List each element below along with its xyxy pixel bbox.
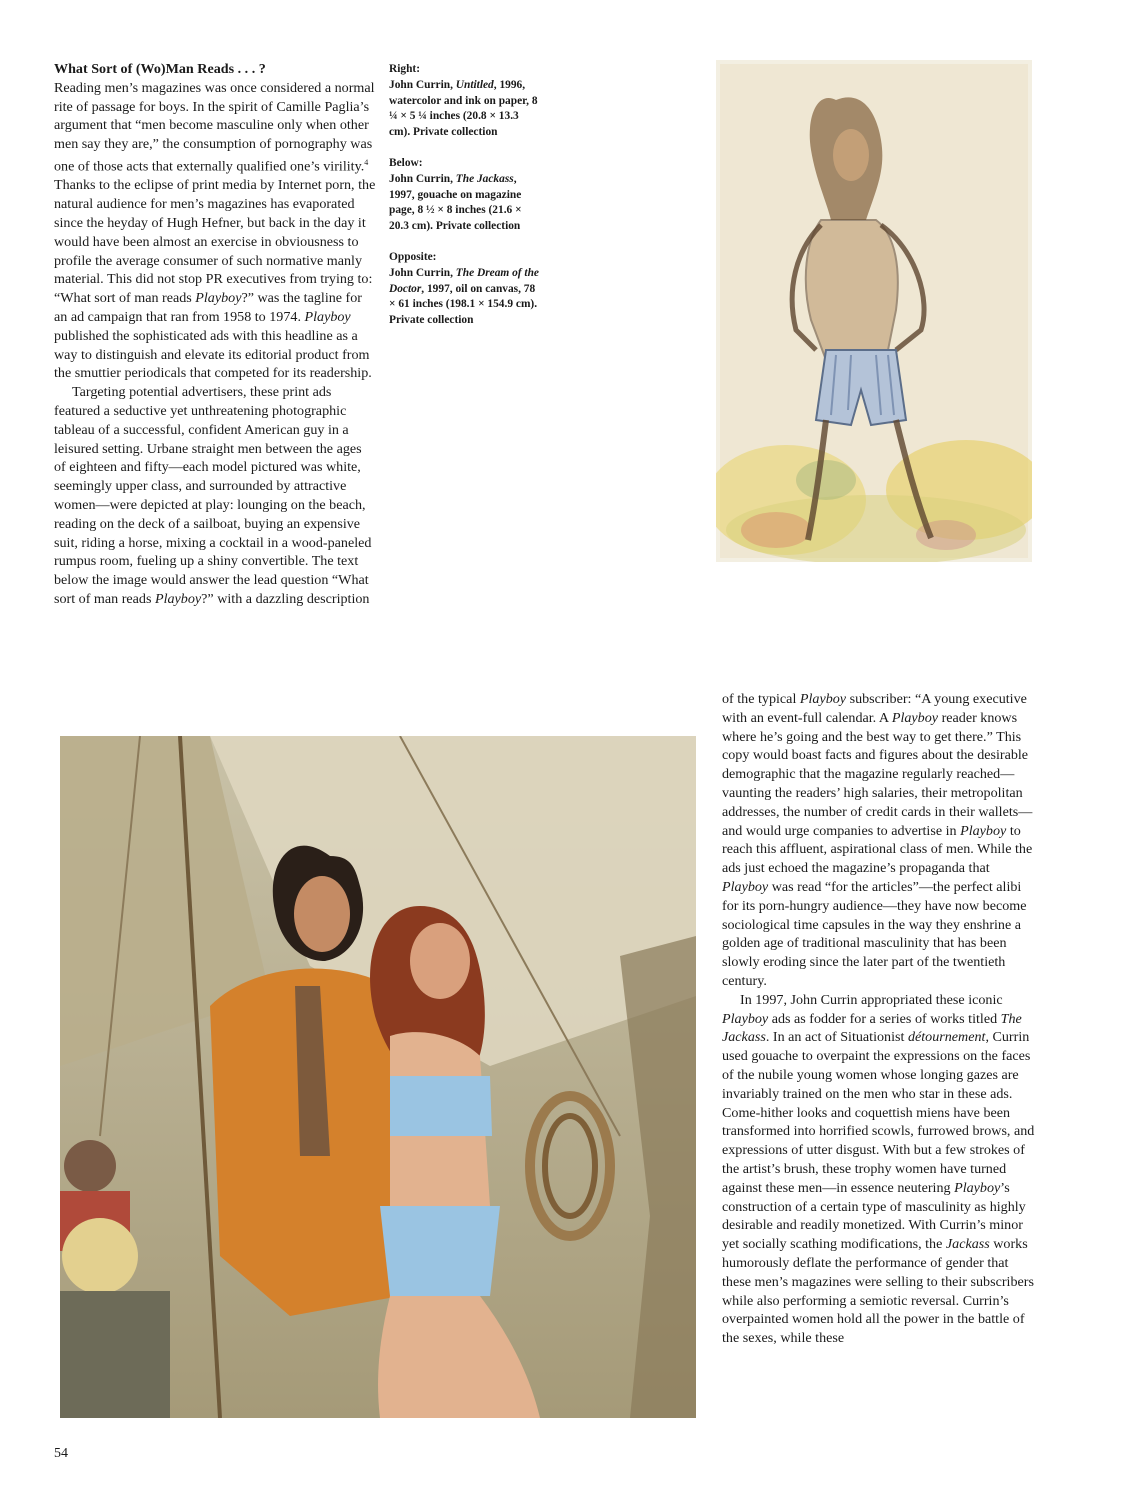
magazine-photo-artwork [60,736,696,1418]
article-column-left [54,60,376,609]
page-number: 54 [54,1446,68,1461]
caption-opposite: Opposite: John Currin, The Dream of the Doctor, 1997, oil on canvas, 78 × 61 inches (198.1 × 154.9 cm). Private collection [389,250,539,327]
watercolor-artwork [716,60,1032,562]
caption-below: Below: John Currin, The Jackass, 1997, gouache on magazine page, 8 ½ × 8 inches (21.6 × 20.3 cm). Private collection [389,156,522,233]
caption-right: Right: John Currin, Untitled, 1996, watercolor and ink on paper, 8 ¼ × 5 ¼ inches (20.8 × 13.3 cm). Private collection [389,63,538,139]
article-column-right [722,690,1038,1348]
figure-captions [389,62,539,344]
paragraph: In 1997, John Currin appropriated these iconic Playboy ads as fodder for a series of works titled The Jackass. In an act of Situationist détournement, Currin used gouache to overpaint the expressions on the faces of the nubile young women whose longing gazes are invariably trained on the men who star in these ads. Come-hither looks and coquettish miens have been transformed into horrified scowls, furrowed brows, and expressions of utter disgust. With but a few strokes of the artist’s brush, these trophy women have turned against these men—in essence neutering Playboy’s construction of a certain type of masculinity as highly desirable and readily monetized. With Currin’s minor yet socially scathing modifications, the Jackass works humorously deflate the performance of gender that these men’s magazines were selling to their subscribers while also performing a semiotic reversal. Currin’s overpainted women hold all the power in the battle of the sexes, while these [722,991,1035,1347]
paragraph: Reading men’s magazines was once considered a normal rite of passage for boys. In the spirit of Camille Paglia’s argument that “men become masculine only when other men say they are,” the consumption of pornography was one of those acts that externally qualified one’s virility.$^4$ Thanks to the eclipse of print media by Internet porn, the natural audience for men’s magazines has evaporated since the heyday of Hugh Hefner, but back in the day it would have been almost an exercise in obviousness to profile the average consumer of such normative manly material. This did not stop PR executives from trying to: “What sort of man reads Playboy?” was the tagline for an ad campaign that ran from 1958 to 1974. Playboy published the sophisticated ads with this headline as a way to distinguish and elevate its editorial product from the smuttier periodicals that competed for its readership. [54,79,376,382]
paragraph: of the typical Playboy subscriber: “A young executive with an event-full calendar. A Playboy reader knows where he’s going and the best way to get there.” This copy would boast facts and figures about the desirable demographic that the magazine regularly reached—vaunting the readers’ high salaries, their metropolitan addresses, the number of credit cards in their wallets—and would urge companies to advertise in Playboy to reach this affluent, aspirational class of men. While the ads just echoed the magazine’s propaganda that Playboy was read “for the articles”—the perfect alibi for its porn-hungry audience—they have now become sociological time capsules in the way they enshrine a golden age of traditional masculinity that has been slowly eroding since the later part of the twentieth century. [722,691,1033,989]
paragraph: Targeting potential advertisers, these print ads featured a seductive yet unthreatening photographic tableau of a successful, confident American guy in a leisured setting. Urbane straight men between the ages of eighteen and fifty—each model pictured was white, seemingly upper class, and surrounded by attractive women—were depicted at play: lounging on the beach, reading on the deck of a sailboat, buying an expensive suit, riding a horse, mixing a cocktail in a wood-paneled rumpus room, fueling up a shiny convertible. The text below the image would answer the lead question “What sort of man reads Playboy?” with a dazzling description [54,384,372,607]
section-heading: What Sort of (Wo)Man Reads . . . ? [54,61,266,77]
footnote-ref: 4 [364,157,369,167]
